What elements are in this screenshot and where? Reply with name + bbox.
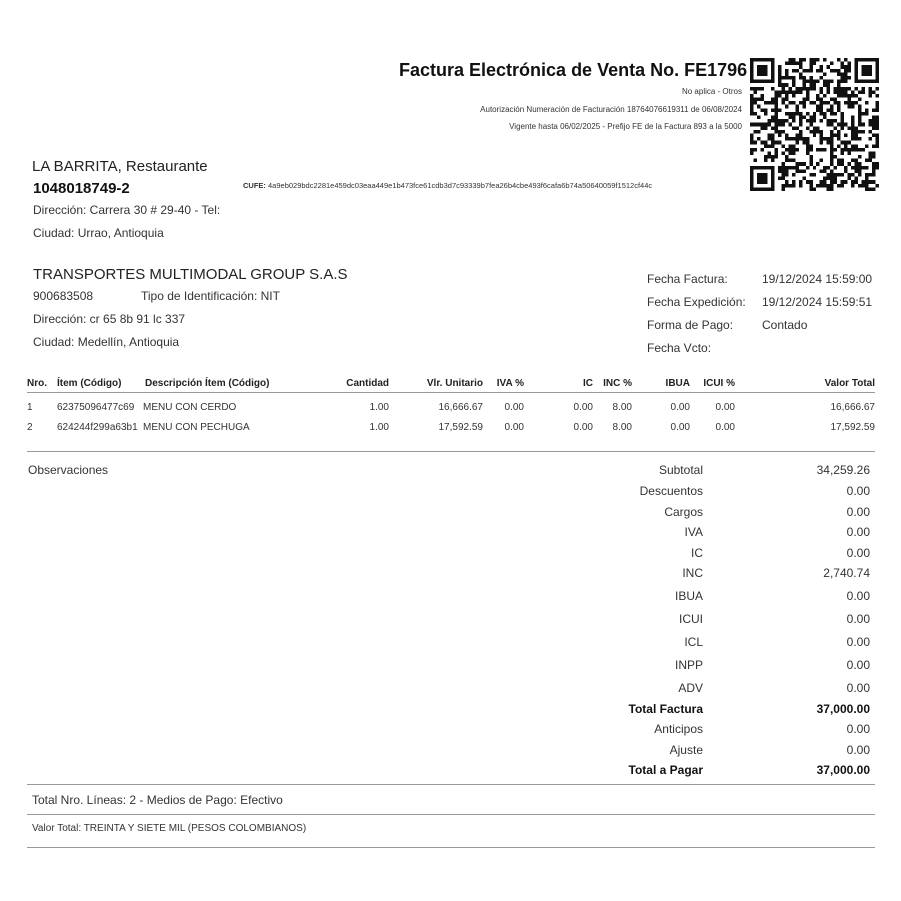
total-value-ibua: 0.00 — [846, 589, 870, 603]
table-row — [27, 393, 875, 417]
col-quantity: Cantidad — [273, 374, 389, 393]
table-header-row — [27, 374, 875, 393]
cell-unit-value: 16,666.67 — [438, 402, 483, 413]
footer-divider-3 — [27, 847, 875, 848]
total-label-descuentos: Descuentos — [639, 484, 703, 498]
footer-lines-payment: Total Nro. Líneas: 2 - Medios de Pago: Efectivo — [32, 793, 283, 807]
cell-description: MENU CON CERDO — [143, 402, 237, 413]
cell-item-code: 624244f299a63b1 — [57, 422, 138, 433]
footer-divider-2 — [27, 814, 875, 815]
cell-inc: 8.00 — [612, 402, 632, 413]
total-label-subtotal: Subtotal — [658, 463, 703, 477]
total-value-inc: 2,740.74 — [823, 566, 870, 580]
total-value-icl: 0.00 — [846, 635, 870, 649]
total-value-ic: 0.00 — [846, 546, 870, 560]
total-label-total-pagar: Total a Pagar — [628, 763, 703, 777]
numbering-validity: Vigente hasta 06/02/2025 - Prefijo FE de la Factura 893 a la 5000 — [509, 122, 742, 131]
total-label-iva: IVA — [684, 525, 703, 539]
col-ibua: IBUA — [632, 374, 690, 393]
total-label-ibua: IBUA — [674, 589, 703, 603]
qr-code — [750, 58, 879, 191]
cell-iva: 0.00 — [504, 402, 524, 413]
total-value-cargos: 0.00 — [846, 505, 870, 519]
cufe — [243, 181, 652, 190]
buyer-id-type: Tipo de Identificación: NIT — [141, 289, 280, 303]
col-item-code: Ítem (Código) — [57, 374, 143, 393]
col-nro: Nro. — [27, 374, 57, 393]
footer-divider-1 — [27, 784, 875, 785]
cell-quantity: 1.00 — [369, 402, 389, 413]
buyer-address: Dirección: cr 65 8b 91 lc 337 — [33, 312, 186, 326]
total-value-total-pagar: 37,000.00 — [816, 763, 870, 777]
col-total: Valor Total — [735, 374, 875, 393]
seller-city: Ciudad: Urrao, Antioquia — [33, 226, 164, 240]
col-iva: IVA % — [483, 374, 524, 393]
total-value-anticipos: 0.00 — [846, 722, 870, 736]
total-value-icui: 0.00 — [846, 612, 870, 626]
total-value-descuentos: 0.00 — [846, 484, 870, 498]
total-label-icui: ICUI — [679, 612, 703, 626]
numbering-authorization: Autorización Numeración de Facturación 18764076619311 de 06/08/2024 — [480, 105, 742, 114]
buyer-city: Ciudad: Medellín, Antioquia — [33, 335, 180, 349]
cell-inc: 8.00 — [612, 422, 632, 433]
table-bottom-divider — [27, 451, 875, 452]
total-label-anticipos: Anticipos — [654, 722, 703, 736]
total-value-ajuste: 0.00 — [846, 743, 870, 757]
total-value-iva: 0.00 — [846, 525, 870, 539]
fecha-factura-value: 19/12/2024 15:59:00 — [762, 272, 873, 286]
col-inc: INC % — [593, 374, 632, 393]
cell-total: 16,666.67 — [830, 402, 875, 413]
cell-ic: 0.00 — [573, 422, 593, 433]
total-value-total-factura: 37,000.00 — [816, 702, 870, 716]
total-label-icl: ICL — [684, 635, 703, 649]
items-table — [27, 374, 875, 439]
fecha-factura-label: Fecha Factura: — [647, 272, 728, 286]
total-label-inc: INC — [682, 566, 703, 580]
total-label-inpp: INPP — [674, 658, 703, 672]
cell-ibua: 0.00 — [670, 402, 690, 413]
cell-icui: 0.00 — [715, 402, 735, 413]
fecha-expedicion-label: Fecha Expedición: — [647, 295, 746, 309]
seller-nit: 1048018749-2 — [33, 180, 130, 197]
total-label-ic: IC — [691, 546, 703, 560]
footer-total-words: Valor Total: TREINTA Y SIETE MIL (PESOS COLOMBIANOS) — [32, 823, 307, 834]
table-row — [27, 416, 875, 439]
total-label-cargos: Cargos — [664, 505, 703, 519]
cell-ic: 0.00 — [573, 402, 593, 413]
seller-name: LA BARRITA, Restaurante — [32, 158, 208, 175]
buyer-id: 900683508 — [33, 289, 94, 303]
cell-quantity: 1.00 — [369, 422, 389, 433]
col-icui: ICUI % — [690, 374, 735, 393]
forma-pago-value: Contado — [762, 318, 808, 332]
total-value-inpp: 0.00 — [846, 658, 870, 672]
cell-item-code: 62375096477c69 — [57, 402, 135, 413]
invoice-title: Factura Electrónica de Venta No. FE1796 — [399, 60, 748, 80]
col-description: Descripción Ítem (Código) — [143, 374, 273, 393]
cell-unit-value: 17,592.59 — [438, 422, 483, 433]
cufe-label: CUFE: — [243, 181, 266, 190]
total-label-ajuste: Ajuste — [669, 743, 703, 757]
total-label-total-factura: Total Factura — [628, 702, 703, 716]
total-value-subtotal: 34,259.26 — [816, 463, 870, 477]
cell-iva: 0.00 — [504, 422, 524, 433]
col-unit-value: Vlr. Unitario — [389, 374, 483, 393]
col-ic: IC — [524, 374, 593, 393]
buyer-name: TRANSPORTES MULTIMODAL GROUP S.A.S — [33, 266, 348, 283]
cell-total: 17,592.59 — [830, 422, 875, 433]
cell-icui: 0.00 — [715, 422, 735, 433]
forma-pago-label: Forma de Pago: — [647, 318, 734, 332]
invoice-type: No aplica - Otros — [681, 87, 742, 96]
fecha-expedicion-value: 19/12/2024 15:59:51 — [762, 295, 873, 309]
cufe-value: 4a9eb029bdc2281e459dc03eaa449e1b473fce61cdb3d7c93339b7fea26b4cbe493f6cafa6b74a50640059f1512cf44c — [268, 181, 653, 190]
fecha-vcto-label: Fecha Vcto: — [647, 341, 712, 355]
total-value-adv: 0.00 — [846, 681, 870, 695]
seller-address: Dirección: Carrera 30 # 29-40 - Tel: — [33, 203, 221, 217]
cell-nro: 2 — [27, 422, 33, 433]
cell-ibua: 0.00 — [670, 422, 690, 433]
cell-description: MENU CON PECHUGA — [143, 422, 250, 433]
observaciones-label: Observaciones — [28, 463, 109, 477]
total-label-adv: ADV — [678, 681, 703, 695]
cell-nro: 1 — [27, 402, 33, 413]
